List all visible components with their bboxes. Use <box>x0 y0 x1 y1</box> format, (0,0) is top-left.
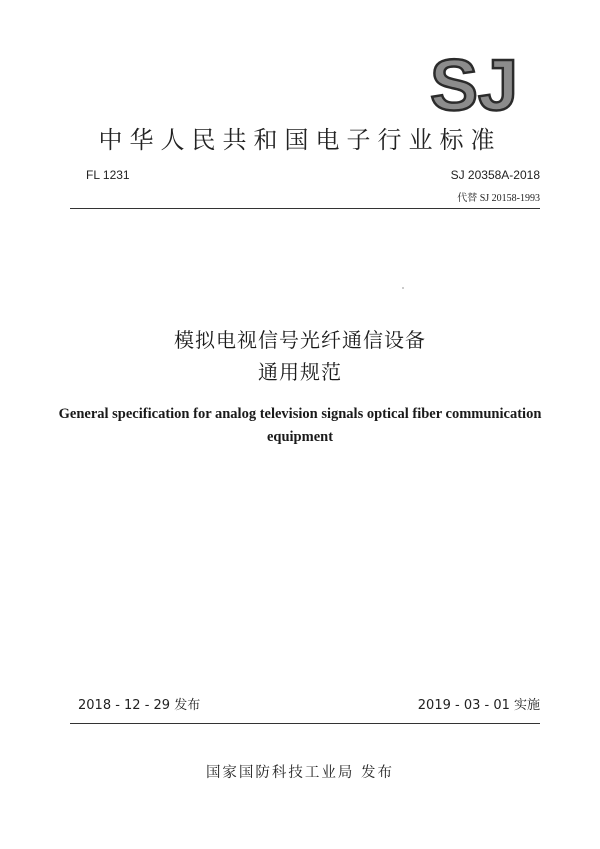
sj-logo <box>420 48 528 120</box>
english-title-line-2: equipment <box>266 429 334 445</box>
footer-divider <box>70 723 540 724</box>
english-title-line-1: General specification for analog television signals optical fiber communication <box>58 406 542 422</box>
supersedes-note: 代替 SJ 20158-1993 <box>457 193 540 204</box>
sj-logo-text: SJ <box>429 48 519 120</box>
standard-number: SJ 20358A-2018 <box>450 168 540 182</box>
chinese-title-line-2: 通用规范 <box>258 360 342 384</box>
scan-speck <box>402 287 404 289</box>
publisher: 国家国防科技工业局 发布 <box>205 765 395 781</box>
classification-code: FL 1231 <box>86 168 130 182</box>
issue-date: 2018 - 12 - 29 发布 <box>78 698 201 713</box>
header-divider <box>70 208 540 209</box>
chinese-title-line-1: 模拟电视信号光纤通信设备 <box>174 328 426 352</box>
standard-type-heading: 中华人民共和国电子行业标准 <box>98 126 502 154</box>
implementation-date: 2019 - 03 - 01 实施 <box>417 698 540 713</box>
